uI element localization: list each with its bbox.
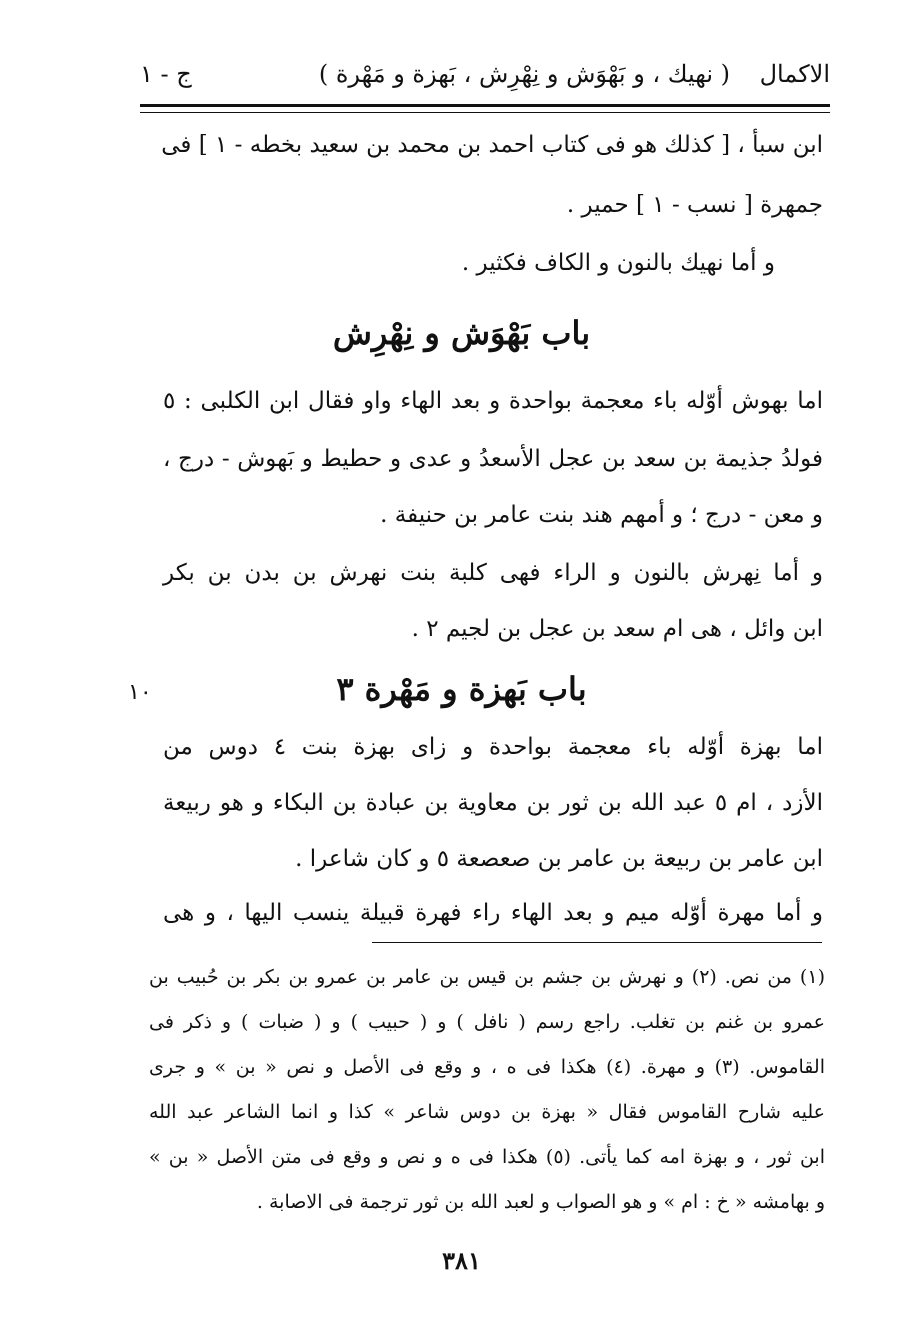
footnote-line: عمرو بن غنم بن تغلب. راجع رسم ( نافل ) و ( حبيب ) و ( ضبات ) و ذكر فى — [149, 1011, 825, 1033]
header-section: ( نهيك ، و بَهْوَش و نِهْرِش ، بَهزة و مَهْرة ) — [318, 60, 730, 88]
body-line: الأزد ، ام ٥ عبد الله بن ثور بن معاوية بن عبادة بن البكاء و هو ربيعة — [163, 790, 823, 816]
body-line: اما بهزة أوّله باء معجمة بواحدة و زاى بهزة بنت ٤ دوس من — [163, 734, 823, 760]
header-rule-thin — [140, 112, 830, 113]
footnote-line: و بهامشه « خ : ام » و هو الصواب و لعبد الله بن ثور ترجمة فى الاصابة . — [256, 1191, 825, 1213]
body-line: و أما مهرة أوّله ميم و بعد الهاء راء فهرة قبيلة ينسب اليها ، و هى — [163, 900, 823, 926]
body-line: ابن عامر بن ربيعة بن عامر بن صعصعة ٥ و كان شاعرا . — [295, 846, 823, 872]
header-volume: ج - ١ — [140, 60, 192, 88]
section-heading: باب بَهْوَش و نِهْرِش — [332, 314, 591, 352]
header-rule-thick — [140, 104, 830, 107]
body-line: و أما نهيك بالنون و الكاف فكثير . — [461, 250, 775, 276]
body-line: جمهرة [ نسب - ١ ] حمير . — [566, 192, 823, 218]
body-line: و أما نِهرش بالنون و الراء فهى كلبة بنت نهرش بن بدن بن بكر — [163, 560, 823, 586]
footnote-line: (١) من نص. (٢) و نهرش بن جشم بن قيس بن عامر بن عمرو بن بكر بن حُبيب بن — [149, 966, 825, 988]
footnote-rule — [372, 942, 822, 943]
page-number: ٣٨١ — [442, 1246, 481, 1275]
section-heading: باب بَهزة و مَهْرة ٣ — [336, 670, 587, 708]
header-book-title: الاكمال — [759, 60, 830, 88]
footnote-line: عليه شارح القاموس فقال « بهزة بن دوس شاعر » كذا و انما الشاعر عبد الله — [149, 1101, 825, 1123]
margin-line-number: ١٠ — [128, 680, 152, 705]
running-header — [140, 52, 830, 96]
footnote-line: القاموس. (٣) و مهرة. (٤) هكذا فى ه ، و وقع فى الأصل و نص « بن » و جرى — [149, 1056, 825, 1078]
body-line: اما بهوش أوّله باء معجمة بواحدة و بعد الهاء واو فقال ابن الكلبى : ٥ — [163, 388, 823, 414]
footnote-line: ابن ثور ، و بهزة امه كما يأتى. (٥) هكذا فى ه و نص و وقع فى متن الأصل « بن » — [149, 1146, 825, 1168]
body-line: فولدُ جذيمة بن سعد بن عجل الأسعدُ و عدى و حطيط و بَهوش - درج ، — [163, 446, 823, 472]
body-line: ابن وائل ، هى ام سعد بن عجل بن لجيم ٢ . — [411, 616, 823, 642]
body-line: ابن سبأ ، [ كذلك هو فى كتاب احمد بن محمد بن سعيد بخطه - ١ ] فى — [161, 132, 823, 158]
body-line: و معن - درج ؛ و أمهم هند بنت عامر بن حنيفة . — [380, 502, 823, 528]
